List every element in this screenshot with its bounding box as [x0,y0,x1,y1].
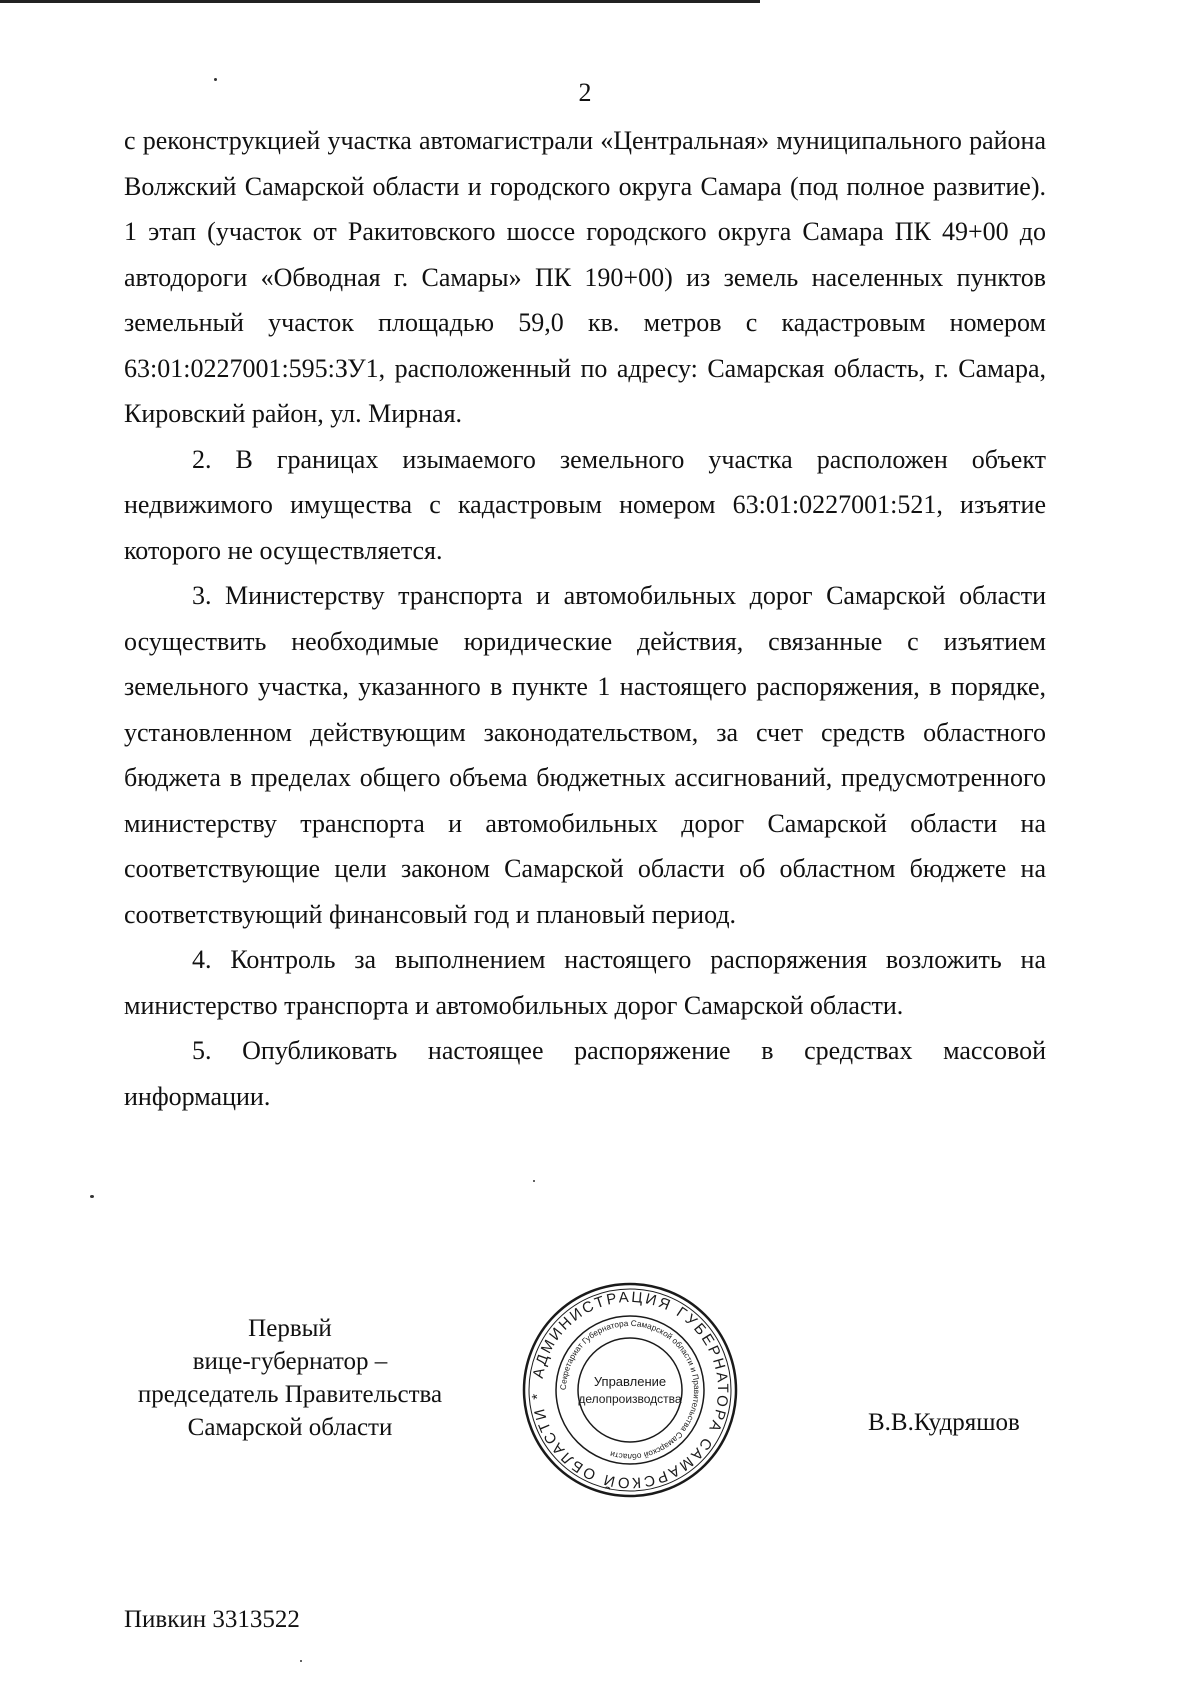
top-rule [0,0,760,3]
executor-contact: Пивкин 3313522 [124,1606,300,1633]
signatory-title-line: Первый [248,1315,332,1342]
paragraph-5: 5. Опубликовать настоящее распоряжение в средствах массовой информации. [124,1036,1046,1111]
scan-speck [533,1180,535,1182]
scan-speck [90,1195,94,1198]
page-number: 2 [578,78,592,107]
paragraph-2: 2. В границах изымаемого земельного участка расположен объект недвижимого имущества с кадастровым номером 63:01:0227001:521, изъятие которого не осуществляется. [124,444,1046,565]
paragraph-3: 3. Министерству транспорта и автомобильных дорог Самарской области осуществить необходимые юридические действия, связанные с изъятием земельного участка, указанного в пункте 1 настоящего распоряжения, в порядке, установленном действующим законодательством, за счет средств областного бюджета в пределах общего объема бюджетных ассигнований, предусмотренного министерству транспорта и автомобильных дорог Самарской области на соответствующие цели законом Самарской области об областном бюджете на соответствующий финансовый год и плановый период. [124,581,1046,929]
paragraph-4: 4. Контроль за выполнением настоящего распоряжения возложить на министерство транспорта и автомобильных дорог Самарской области. [124,945,1046,1020]
signatory-title [110,1312,470,1444]
stamp-center-line-1: Управление [593,1374,667,1389]
signer-name: В.В.Кудряшов [868,1409,1020,1436]
document-body [124,118,1046,1119]
paragraph-continuation: с реконструкцией участка автомагистрали «Центральная» муниципального района Волжский Самарской области и городского округа Самара (под полное развитие). 1 этап (участок от Ракитовского шоссе городского округа Самара ПК 49+00 до автодороги «Обводная г. Самары» ПК 190+00) из земель населенных пунктов земельный участок площадью 59,0 кв. метров с кадастровым номером 63:01:0227001:595:ЗУ1, расположенный по адресу: Самарская область, г. Самара, Кировский район, ул. Мирная. [124,126,1046,428]
stamp-middle-text: Секретариат Губернатора Самарской области и Правительства Самарской области [558,1318,702,1462]
signatory-title-line: председатель Правительства [137,1381,443,1408]
signatory-title-line: Самарской области [187,1414,393,1441]
scan-speck [214,78,217,81]
stamp-outer-text: АДМИНИСТРАЦИЯ ГУБЕРНАТОРА САМАРСКОЙ ОБЛАСТИ * [528,1288,732,1492]
signatory-title-line: вице-губернатор – [192,1348,388,1375]
official-stamp [520,1280,740,1500]
stamp-center-line-2: делопроизводства [578,1392,682,1406]
stamp-inner-ring [578,1338,682,1442]
scan-speck [300,1660,302,1662]
